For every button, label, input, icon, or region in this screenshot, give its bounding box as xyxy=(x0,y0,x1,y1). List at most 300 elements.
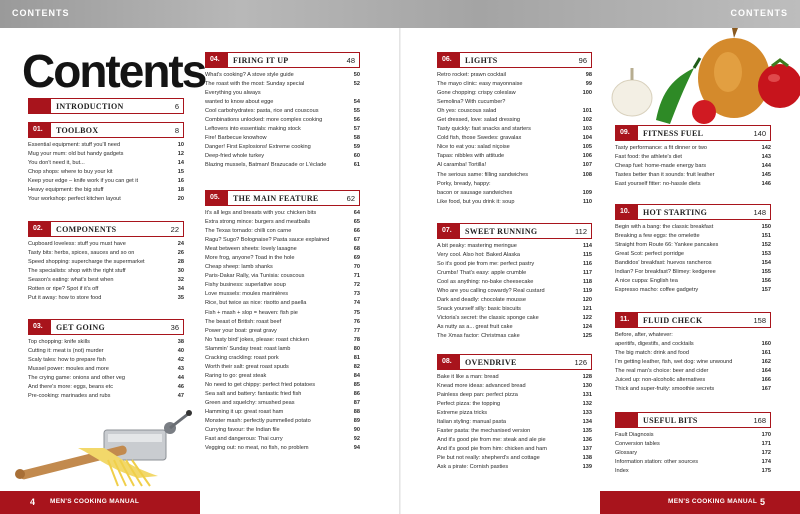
running-header-right: CONTENTS xyxy=(730,8,788,18)
toc-entry[interactable] xyxy=(28,150,184,159)
toc-entry-page: 164 xyxy=(761,368,771,375)
toc-entry-text: Tasty performance: a fit dinner or two xyxy=(615,145,708,151)
toc-entry-text: Chop shops: where to buy your kit xyxy=(28,169,113,176)
toc-entry[interactable] xyxy=(205,218,360,227)
toc-entry[interactable] xyxy=(437,382,592,391)
toc-entry[interactable] xyxy=(205,263,360,272)
toc-entry-text: Leftovers into essentials: making stock xyxy=(205,126,301,133)
toc-entry[interactable] xyxy=(205,390,360,399)
section-title: FIRING IT UP xyxy=(233,55,289,65)
toc-entry[interactable] xyxy=(28,338,184,347)
toc-entry-page: 86 xyxy=(353,390,360,397)
toc-entry-page: 73 xyxy=(353,291,360,298)
toc-entry[interactable] xyxy=(615,153,771,162)
section-ovendrive[interactable] xyxy=(437,354,592,473)
section-hot-starting[interactable] xyxy=(615,204,771,295)
section-page: 62 xyxy=(346,193,355,203)
toc-entry-text: Extra strong mince: burgers and meatballs xyxy=(205,219,311,226)
toc-entry-text: Cheap sheep: lamb shanks xyxy=(205,264,273,271)
toc-entry-text: Retro rocket: prawn cocktail xyxy=(437,72,507,78)
toc-entry[interactable] xyxy=(28,258,184,267)
toc-entry-page: 171 xyxy=(761,441,771,448)
toc-entry-text: Keep your edge – knife work if you can get it xyxy=(28,178,139,185)
toc-entry-text: The serious same: filling sandwiches xyxy=(437,171,529,178)
toc-entry-page: 32 xyxy=(177,277,184,284)
toc-entry[interactable] xyxy=(28,285,184,294)
toc-entry[interactable] xyxy=(205,209,360,218)
toc-entry[interactable] xyxy=(205,227,360,236)
toc-entry-text: Tasty quickly: fast snacks and starters xyxy=(437,126,531,133)
toc-entry[interactable] xyxy=(205,336,360,345)
toc-entry-text: Very cool. Also hot: Baked Alaska xyxy=(437,252,521,259)
toc-entry[interactable] xyxy=(437,242,592,251)
section-header[interactable] xyxy=(437,52,592,68)
toc-entry-text: Al caramba! Tortilla! xyxy=(437,162,487,169)
toc-entry[interactable] xyxy=(615,458,771,467)
toc-entry[interactable] xyxy=(437,152,592,161)
toc-entry[interactable] xyxy=(615,223,771,232)
toc-entry-text: It's all legs and breasts with you: chicken bits xyxy=(205,210,317,216)
section-header[interactable] xyxy=(205,190,360,206)
toc-entry-page: 66 xyxy=(353,228,360,235)
toc-entry-text: Oh yes: couscous salad xyxy=(437,108,497,115)
toc-entry-page: 162 xyxy=(761,359,771,366)
toc-entry-text: Cheap fuel: home-made energy bars xyxy=(615,163,707,170)
toc-entry-page: 155 xyxy=(761,269,771,276)
toc-entry-text: Fire! Barbecue knowhow xyxy=(205,135,267,142)
toc-entry[interactable] xyxy=(437,418,592,427)
toc-entry[interactable] xyxy=(437,463,592,472)
toc-entry-text: The specialists: shop with the right stuff xyxy=(28,268,126,275)
toc-entry-text: Conversion tables xyxy=(615,441,660,448)
page-number-right: 5 xyxy=(760,497,766,507)
toc-entry[interactable] xyxy=(205,363,360,372)
toc-entry[interactable] xyxy=(437,198,592,207)
toc-entry-text: Rice, but twice as nice: risotto and paella xyxy=(205,300,307,307)
toc-entry-page: 153 xyxy=(761,251,771,258)
toc-entry[interactable] xyxy=(615,376,771,385)
toc-entry-page: 108 xyxy=(582,171,592,178)
toc-entry-page: 78 xyxy=(353,336,360,343)
toc-entry-page: 88 xyxy=(353,409,360,416)
toc-entry-text: Deep-fried whole turkey xyxy=(205,153,265,160)
toc-list xyxy=(205,209,360,453)
toc-entry[interactable] xyxy=(205,71,360,80)
toc-entry-text: Nice to eat you: salad niçoise xyxy=(437,144,510,151)
toc-entry-text: Speed shopping: supercharge the supermarket xyxy=(28,259,145,266)
toc-entry-text: Pre-cooking: marinades and rubs xyxy=(28,393,111,400)
toc-entry-page: 157 xyxy=(761,287,771,294)
toc-entry[interactable] xyxy=(205,134,360,143)
toc-entry[interactable] xyxy=(615,440,771,449)
toc-entry[interactable] xyxy=(28,374,184,383)
toc-entry-text: Sea salt and battery: fantastic fried fish xyxy=(205,390,302,397)
footer-title-left: MEN'S COOKING MANUAL xyxy=(50,498,140,505)
toc-entry-page: 35 xyxy=(177,295,184,302)
toc-entry[interactable] xyxy=(437,89,592,98)
toc-entry[interactable] xyxy=(437,269,592,278)
toc-entry-text: Thick and super-fruity: smoothie secrets xyxy=(615,386,715,393)
toc-entry-page: 128 xyxy=(582,374,592,380)
toc-entry[interactable] xyxy=(28,294,184,303)
toc-list xyxy=(437,242,592,342)
toc-entry-text: Glossary xyxy=(615,450,638,457)
toc-entry[interactable] xyxy=(437,314,592,323)
toc-entry-page: 103 xyxy=(582,126,592,133)
toc-entry[interactable] xyxy=(615,277,771,286)
toc-entry[interactable] xyxy=(437,260,592,269)
toc-entry[interactable] xyxy=(615,358,771,367)
toc-entry[interactable] xyxy=(205,272,360,281)
toc-entry[interactable] xyxy=(205,281,360,290)
toc-entry-page: 54 xyxy=(353,99,360,106)
section-title: THE MAIN FEATURE xyxy=(233,193,319,203)
toc-entry-text: Rotten or ripe? Spot if it's off xyxy=(28,286,99,293)
toc-entry[interactable] xyxy=(205,309,360,318)
section-header[interactable] xyxy=(615,312,771,328)
toc-entry[interactable] xyxy=(28,383,184,392)
toc-entry[interactable] xyxy=(615,286,771,295)
toc-entry[interactable] xyxy=(205,290,360,299)
toc-entry[interactable] xyxy=(615,259,771,268)
toc-entry[interactable] xyxy=(615,340,771,349)
toc-entry[interactable] xyxy=(615,144,771,153)
section-number: 01. xyxy=(29,123,51,137)
toc-entry[interactable] xyxy=(437,125,592,134)
toc-entry[interactable] xyxy=(28,159,184,168)
toc-entry-page: 160 xyxy=(761,341,771,348)
toc-entry-page: 166 xyxy=(761,377,771,384)
toc-entry[interactable] xyxy=(437,323,592,332)
toc-entry[interactable] xyxy=(205,152,360,161)
toc-entry-page: 145 xyxy=(761,172,771,179)
toc-entry-text: Paris-Dakar Rally, via Tunisia: couscous xyxy=(205,273,305,280)
toc-entry[interactable] xyxy=(437,400,592,409)
toc-entry-text: Snack yourself silly: basic biscuits xyxy=(437,306,521,313)
toc-entry[interactable] xyxy=(437,134,592,143)
toc-entry[interactable] xyxy=(205,435,360,444)
toc-entry[interactable] xyxy=(437,391,592,400)
section-number xyxy=(616,413,638,427)
toc-entry[interactable] xyxy=(437,107,592,116)
toc-entry[interactable] xyxy=(615,367,771,376)
toc-entry[interactable] xyxy=(205,426,360,435)
toc-entry-text: The real man's choice: beer and cider xyxy=(615,368,709,375)
section-header[interactable] xyxy=(28,122,184,138)
toc-entry[interactable] xyxy=(615,232,771,241)
section-toolbox[interactable] xyxy=(28,122,184,204)
toc-entry[interactable] xyxy=(28,267,184,276)
toc-entry[interactable] xyxy=(205,408,360,417)
toc-entry[interactable] xyxy=(205,254,360,263)
toc-entry[interactable] xyxy=(437,296,592,305)
toc-entry[interactable] xyxy=(615,171,771,180)
toc-entry[interactable] xyxy=(205,327,360,336)
section-get-going[interactable] xyxy=(28,319,184,401)
toc-entry-page: 137 xyxy=(582,446,592,453)
toc-entry-text: As nutty as a... great fruit cake xyxy=(437,324,513,331)
toc-entry[interactable] xyxy=(28,240,184,249)
toc-entry-text: Slammin' Sunday treat: roast lamb xyxy=(205,345,291,352)
toc-entry-page: 40 xyxy=(177,348,184,355)
section-number: 10. xyxy=(616,205,638,219)
toc-entry[interactable] xyxy=(28,141,184,150)
toc-list xyxy=(28,240,184,303)
page-number-left: 4 xyxy=(30,497,36,507)
toc-entry-page: 132 xyxy=(582,401,592,408)
toc-entry-text: A bit peaky: mastering meringue xyxy=(437,243,517,249)
toc-entry-text: Begin with a bang: the classic breakfast xyxy=(615,224,714,230)
section-fluid-check[interactable] xyxy=(615,312,771,394)
section-page: 48 xyxy=(346,55,355,65)
toc-entry[interactable] xyxy=(437,171,592,180)
toc-entry[interactable] xyxy=(205,345,360,354)
toc-entry-text: Index xyxy=(615,468,629,475)
toc-entry-text: No need to get chippy: perfect fried potatoes xyxy=(205,381,316,388)
toc-entry-page: 59 xyxy=(353,144,360,151)
toc-entry-page: 18 xyxy=(177,187,184,194)
toc-entry-text: Tastes better than it sounds: fruit leather xyxy=(615,172,715,179)
toc-entry[interactable] xyxy=(437,305,592,314)
footer-left xyxy=(0,491,200,514)
toc-entry[interactable] xyxy=(437,161,592,170)
toc-entry[interactable] xyxy=(615,449,771,458)
toc-entry-page: 38 xyxy=(177,339,184,345)
toc-entry[interactable] xyxy=(437,80,592,89)
toc-entry[interactable] xyxy=(437,251,592,260)
toc-entry[interactable] xyxy=(205,143,360,152)
section-main-feature[interactable] xyxy=(205,190,360,453)
toc-entry[interactable] xyxy=(205,125,360,134)
toc-entry-page: 26 xyxy=(177,250,184,257)
toc-entry[interactable] xyxy=(205,354,360,363)
toc-entry-page: 170 xyxy=(761,432,771,438)
toc-entry[interactable] xyxy=(28,168,184,177)
toc-entry-page: 174 xyxy=(761,459,771,466)
toc-entry-page: 89 xyxy=(353,418,360,425)
toc-entry[interactable] xyxy=(205,318,360,327)
toc-entry[interactable] xyxy=(437,436,592,445)
toc-entry-page: 121 xyxy=(582,306,592,313)
toc-entry-page: 43 xyxy=(177,366,184,373)
toc-entry[interactable] xyxy=(205,236,360,245)
toc-entry-page: 55 xyxy=(353,108,360,115)
section-page: 96 xyxy=(578,55,587,65)
toc-entry-page: 69 xyxy=(353,255,360,262)
toc-entry[interactable] xyxy=(437,332,592,341)
toc-entry[interactable] xyxy=(205,80,360,89)
toc-entry-text: aperitifs, digestifs, and cocktails xyxy=(615,341,694,348)
toc-entry-page: 24 xyxy=(177,241,184,247)
vegetables-image xyxy=(604,28,800,124)
toc-entry[interactable] xyxy=(615,349,771,358)
toc-entry[interactable] xyxy=(437,409,592,418)
section-page: 8 xyxy=(174,125,179,135)
toc-entry-page: 125 xyxy=(582,333,592,340)
toc-entry[interactable] xyxy=(437,116,592,125)
toc-entry[interactable] xyxy=(615,268,771,277)
toc-entry-page: 136 xyxy=(582,437,592,444)
toc-entry-page: 64 xyxy=(353,210,360,216)
toc-entry-text: Breaking a few eggs: the omelette xyxy=(615,233,700,240)
toc-entry[interactable] xyxy=(205,399,360,408)
toc-entry[interactable] xyxy=(28,177,184,186)
toc-entry[interactable] xyxy=(205,98,360,107)
toc-entry-text: Italian styling: manual pasta xyxy=(437,419,507,426)
toc-entry-page: 12 xyxy=(177,151,184,158)
toc-entry[interactable] xyxy=(437,189,592,198)
section-page: 140 xyxy=(753,128,766,138)
toc-entry[interactable] xyxy=(205,299,360,308)
toc-entry-text: Semolina? With cucumber? xyxy=(437,99,506,106)
toc-entry[interactable] xyxy=(437,445,592,454)
toc-entry-page: 143 xyxy=(761,154,771,161)
toc-entry-page: 110 xyxy=(582,198,592,205)
toc-entry-text: Ragu? Sugo? Bolognaise? Pasta sauce explained xyxy=(205,237,330,244)
toc-entry-page: 10 xyxy=(177,142,184,148)
section-introduction[interactable] xyxy=(28,98,184,114)
toc-entry-text: Put it away: how to store food xyxy=(28,295,102,302)
toc-entry[interactable] xyxy=(437,278,592,287)
toc-entry[interactable] xyxy=(205,381,360,390)
toc-entry[interactable] xyxy=(205,444,360,453)
toc-entry-text: Gone chopping: crispy coleslaw xyxy=(437,90,516,97)
toc-entry[interactable] xyxy=(437,287,592,296)
toc-entry-page: 60 xyxy=(353,153,360,160)
toc-entry-page: 150 xyxy=(761,224,771,230)
toc-entry[interactable] xyxy=(437,454,592,463)
toc-list xyxy=(615,223,771,295)
toc-entry[interactable] xyxy=(437,71,592,80)
toc-entry[interactable] xyxy=(28,195,184,204)
toc-entry-text: Cold fish, those Swedes: gravalax xyxy=(437,135,522,142)
toc-list xyxy=(615,331,771,394)
toc-entry[interactable] xyxy=(437,180,592,189)
section-header[interactable] xyxy=(615,412,771,428)
section-header[interactable] xyxy=(28,98,184,114)
toc-entry-text: Cool as anything: no-bake cheesecake xyxy=(437,279,534,286)
toc-entry-text: Mug your mum: old but handy gadgets xyxy=(28,151,124,158)
toc-entry-page: 44 xyxy=(177,375,184,382)
toc-entry[interactable] xyxy=(205,107,360,116)
section-header[interactable] xyxy=(28,221,184,237)
footer-title-right: MEN'S COOKING MANUAL xyxy=(668,498,758,505)
toc-entry[interactable] xyxy=(437,427,592,436)
section-header[interactable] xyxy=(615,125,771,141)
toc-entry-text: Indian? For breakfast? Blimey: kedgeree xyxy=(615,269,716,276)
toc-entry[interactable] xyxy=(615,241,771,250)
toc-entry-text: Essential equipment: stuff you'll need xyxy=(28,142,121,148)
section-useful-bits[interactable] xyxy=(615,412,771,476)
toc-entry[interactable] xyxy=(28,347,184,356)
toc-entry-text: Extreme pizza tricks xyxy=(437,410,488,417)
toc-entry-text: Power your boat: great gravy xyxy=(205,327,277,334)
section-fitness-fuel[interactable] xyxy=(615,125,771,189)
toc-entry[interactable] xyxy=(615,331,771,340)
toc-entry[interactable] xyxy=(28,276,184,285)
toc-entry-page: 28 xyxy=(177,259,184,266)
toc-entry-page: 133 xyxy=(582,410,592,417)
toc-entry[interactable] xyxy=(615,180,771,189)
toc-entry[interactable] xyxy=(28,249,184,258)
toc-entry-text: Currying favour: the Indian file xyxy=(205,427,280,434)
toc-entry-page: 52 xyxy=(353,81,360,88)
section-header[interactable] xyxy=(437,223,592,239)
section-header[interactable] xyxy=(205,52,360,68)
toc-entry-text: Danger! First Explosions! Extreme cooking xyxy=(205,144,311,151)
section-number: 06. xyxy=(438,53,460,67)
section-components[interactable] xyxy=(28,221,184,303)
toc-list xyxy=(28,141,184,204)
toc-entry[interactable] xyxy=(28,186,184,195)
toc-entry-page: 70 xyxy=(353,264,360,271)
section-number: 09. xyxy=(616,126,638,140)
toc-entry-page: 77 xyxy=(353,327,360,334)
toc-entry[interactable] xyxy=(437,373,592,382)
toc-entry-text: Tapas: nibbles with attitude xyxy=(437,153,505,160)
toc-entry[interactable] xyxy=(437,98,592,107)
section-title: HOT STARTING xyxy=(643,207,708,217)
toc-entry[interactable] xyxy=(28,392,184,401)
toc-entry-text: Fish + mash + slop = heaven: fish pie xyxy=(205,309,298,316)
toc-entry[interactable] xyxy=(615,385,771,394)
toc-entry[interactable] xyxy=(28,356,184,365)
toc-entry[interactable] xyxy=(28,365,184,374)
toc-entry-page: 92 xyxy=(353,436,360,443)
section-sweet-running[interactable] xyxy=(437,223,592,342)
section-header[interactable] xyxy=(437,354,592,370)
toc-entry-text: I'm getting leather, fish, wet dog: wine unwound xyxy=(615,359,733,366)
toc-entry-page: 34 xyxy=(177,286,184,293)
toc-entry[interactable] xyxy=(205,245,360,254)
page-gutter xyxy=(399,28,401,514)
toc-entry[interactable] xyxy=(205,89,360,98)
toc-entry-page: 71 xyxy=(353,273,360,280)
section-title: TOOLBOX xyxy=(56,125,99,135)
toc-entry-page: 81 xyxy=(353,354,360,361)
toc-entry[interactable] xyxy=(615,250,771,259)
toc-entry-page: 74 xyxy=(353,300,360,307)
toc-entry[interactable] xyxy=(615,431,771,440)
toc-entry-page: 138 xyxy=(582,455,592,462)
toc-entry[interactable] xyxy=(205,116,360,125)
toc-entry-text: And it's good pie from him: chicken and ham xyxy=(437,446,547,453)
toc-entry-page: 135 xyxy=(582,428,592,435)
toc-entry-text: Bandidos' breakfast: huevos rancheros xyxy=(615,260,712,267)
toc-entry-text: Crumbs! That's easy: apple crumble xyxy=(437,270,527,277)
toc-entry-page: 116 xyxy=(582,261,592,268)
toc-entry-text: So it's good pie from me: perfect pastry xyxy=(437,261,535,268)
toc-entry-text: Vegging out: no meat, no fish, no problem xyxy=(205,445,309,452)
section-lights[interactable] xyxy=(437,52,592,207)
section-header[interactable] xyxy=(615,204,771,220)
toc-entry-page: 58 xyxy=(353,135,360,142)
toc-entry[interactable] xyxy=(205,161,360,170)
toc-entry[interactable] xyxy=(205,417,360,426)
section-firing-it-up[interactable] xyxy=(205,52,360,171)
toc-entry[interactable] xyxy=(205,372,360,381)
toc-entry[interactable] xyxy=(615,162,771,171)
toc-entry-page: 119 xyxy=(582,288,592,295)
toc-entry[interactable] xyxy=(437,143,592,152)
section-page: 158 xyxy=(753,315,766,325)
toc-entry-text: The crying game: onions and other veg xyxy=(28,375,126,382)
toc-entry[interactable] xyxy=(615,467,771,476)
toc-entry-page: 14 xyxy=(177,160,184,167)
section-header[interactable] xyxy=(28,319,184,335)
toc-entry-page: 106 xyxy=(582,153,592,160)
toc-entry-text: Pie but not really: shepherd's and cottage xyxy=(437,455,540,462)
